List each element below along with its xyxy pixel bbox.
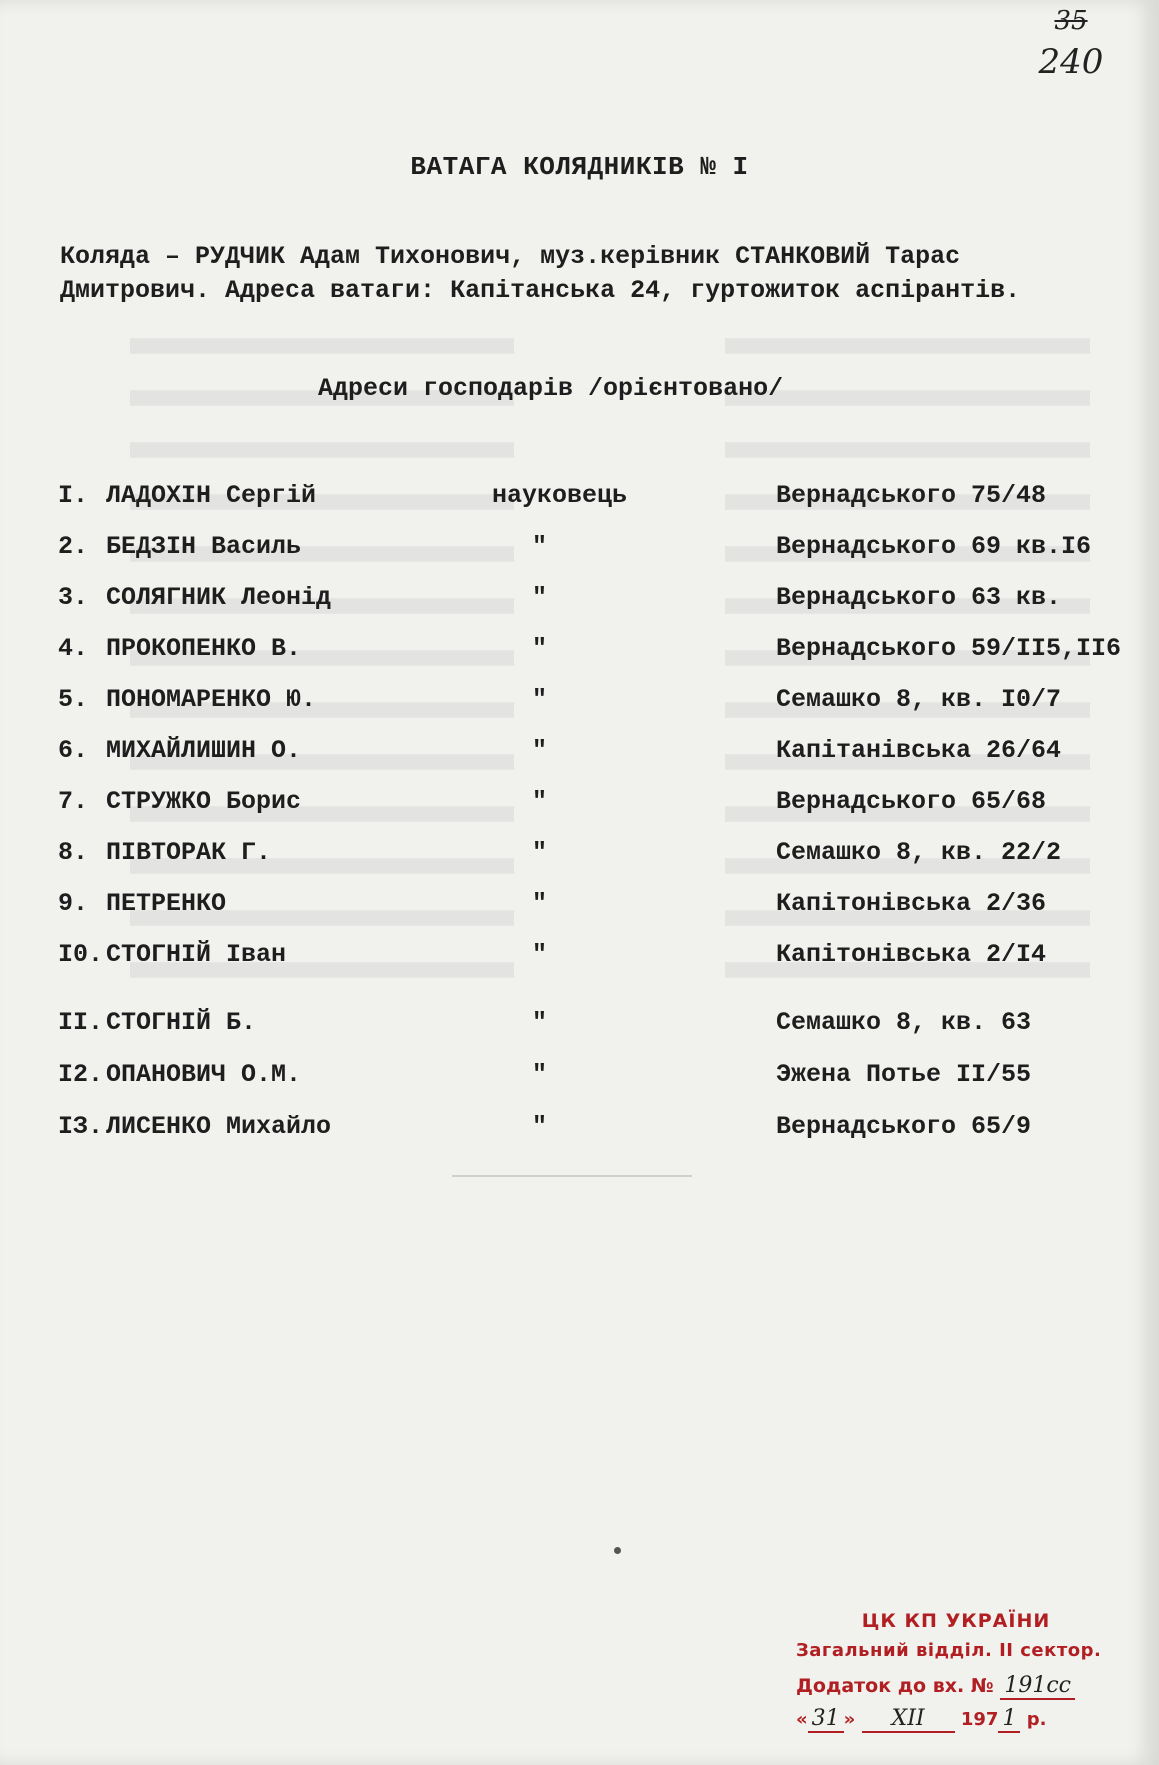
row-number: 4.: [58, 634, 89, 663]
host-name: СТОГНІЙ Б.: [106, 1008, 257, 1037]
address: Вернадського 65/68: [776, 787, 1047, 816]
address: Капітонівська 2/І4: [776, 940, 1047, 969]
host-name: ПРОКОПЕНКО В.: [106, 634, 302, 663]
address: Эжена Потье ІІ/55: [776, 1060, 1032, 1089]
row-number: 6.: [58, 736, 89, 765]
row-number: І.: [58, 481, 89, 510]
archive-page-numbers: [1031, 6, 1111, 82]
ditto-mark: ": [532, 532, 548, 561]
ditto-mark: ": [532, 1008, 548, 1037]
ditto-mark: ": [532, 736, 548, 765]
table-row: [58, 736, 1118, 776]
stamp-month: XII: [862, 1706, 955, 1733]
ditto-mark: ": [532, 634, 548, 663]
row-number: ІЗ.: [58, 1112, 104, 1141]
old-page-number: 35: [1054, 6, 1088, 36]
host-name: ЛАДОХІН Сергій: [106, 481, 317, 510]
host-name: СОЛЯГНИК Леонід: [106, 583, 332, 612]
address: Вернадського 65/9: [776, 1112, 1032, 1141]
row-number: ІІ.: [58, 1008, 104, 1037]
row-number: І2.: [58, 1060, 104, 1089]
host-name: СТОГНІЙ Іван: [106, 940, 287, 969]
intro-paragraph: Коляда – РУДЧИК Адам Тихонович, муз.керівник СТАНКОВИЙ Тарас Дмитрович. Адреса ватаги: Капітанська 24, гуртожиток аспірантів.: [60, 242, 1021, 305]
address: Капітонівська 2/36: [776, 889, 1047, 918]
row-number: І0.: [58, 940, 104, 969]
stamp-day: 31: [808, 1706, 844, 1733]
ditto-mark: ": [532, 889, 548, 918]
host-name: СТРУЖКО Борис: [106, 787, 302, 816]
table-row: [58, 532, 1118, 572]
ditto-mark: ": [532, 583, 548, 612]
address: Вернадського 63 кв.: [776, 583, 1062, 612]
table-row: [58, 634, 1122, 674]
host-name: ОПАНОВИЧ О.М.: [106, 1060, 302, 1089]
address: Семашко 8, кв. 63: [776, 1008, 1032, 1037]
section-subtitle: Адреси господарів /орієнтовано/: [318, 374, 784, 403]
stamp-date-line: « 31 » XII 197 1 р.: [796, 1706, 1047, 1731]
table-row: [58, 1008, 1118, 1048]
row-number: 7.: [58, 787, 89, 816]
address: Семашко 8, кв. І0/7: [776, 685, 1062, 714]
row-number: 8.: [58, 838, 89, 867]
table-row: [58, 685, 1118, 725]
table-row: [58, 889, 1118, 929]
ink-dot: [614, 1547, 621, 1554]
host-name: ПІВТОРАК Г.: [106, 838, 272, 867]
address: Вернадського 69 кв.І6: [776, 532, 1092, 561]
address: Семашко 8, кв. 22/2: [776, 838, 1062, 867]
table-row: [58, 940, 1118, 980]
table-row: [58, 838, 1118, 878]
host-name: ПЕТРЕНКО: [106, 889, 227, 918]
stamp-year-prefix: 197: [960, 1709, 999, 1730]
table-row: [58, 481, 1118, 521]
stamp-year-suffix: 1: [998, 1706, 1020, 1733]
ditto-mark: ": [532, 940, 548, 969]
stamp-year-unit: р.: [1026, 1709, 1047, 1730]
table-row: [58, 583, 1118, 623]
page-title: ВАТАГА КОЛЯДНИКІВ № І: [410, 152, 749, 182]
profession: науковець: [492, 481, 628, 510]
stamp-attachment-label: Додаток до вх. №: [796, 1675, 994, 1697]
row-number: 5.: [58, 685, 89, 714]
ditto-mark: ": [532, 787, 548, 816]
registry-stamp: [796, 1610, 1116, 1731]
host-name: МИХАЙЛИШИН О.: [106, 736, 302, 765]
row-number: 9.: [58, 889, 89, 918]
stamp-department: Загальний відділ. ІІ сектор.: [796, 1640, 1102, 1661]
stamp-attachment-number: 191сс: [1000, 1673, 1075, 1700]
address: Вернадського 59/ІІ5,ІІ6: [776, 634, 1122, 663]
row-number: 2.: [58, 532, 89, 561]
host-name: ЛИСЕНКО Михайло: [106, 1112, 332, 1141]
host-name: БЕДЗІН Василь: [106, 532, 302, 561]
address: Вернадського 75/48: [776, 481, 1047, 510]
ditto-mark: ": [532, 838, 548, 867]
host-name: ПОНОМАРЕНКО Ю.: [106, 685, 317, 714]
table-row: [58, 787, 1118, 827]
address: Капітанівська 26/64: [776, 736, 1062, 765]
table-row: [58, 1060, 1118, 1100]
ditto-mark: ": [532, 685, 548, 714]
stamp-org: ЦК КП УКРАЇНИ: [861, 1610, 1051, 1632]
table-row: [58, 1112, 1118, 1152]
new-page-number: 240: [1038, 42, 1104, 82]
ditto-mark: ": [532, 1112, 548, 1141]
row-number: 3.: [58, 583, 89, 612]
divider: [452, 1175, 692, 1177]
stamp-attachment-line: [796, 1673, 1116, 1698]
ditto-mark: ": [532, 1060, 548, 1089]
